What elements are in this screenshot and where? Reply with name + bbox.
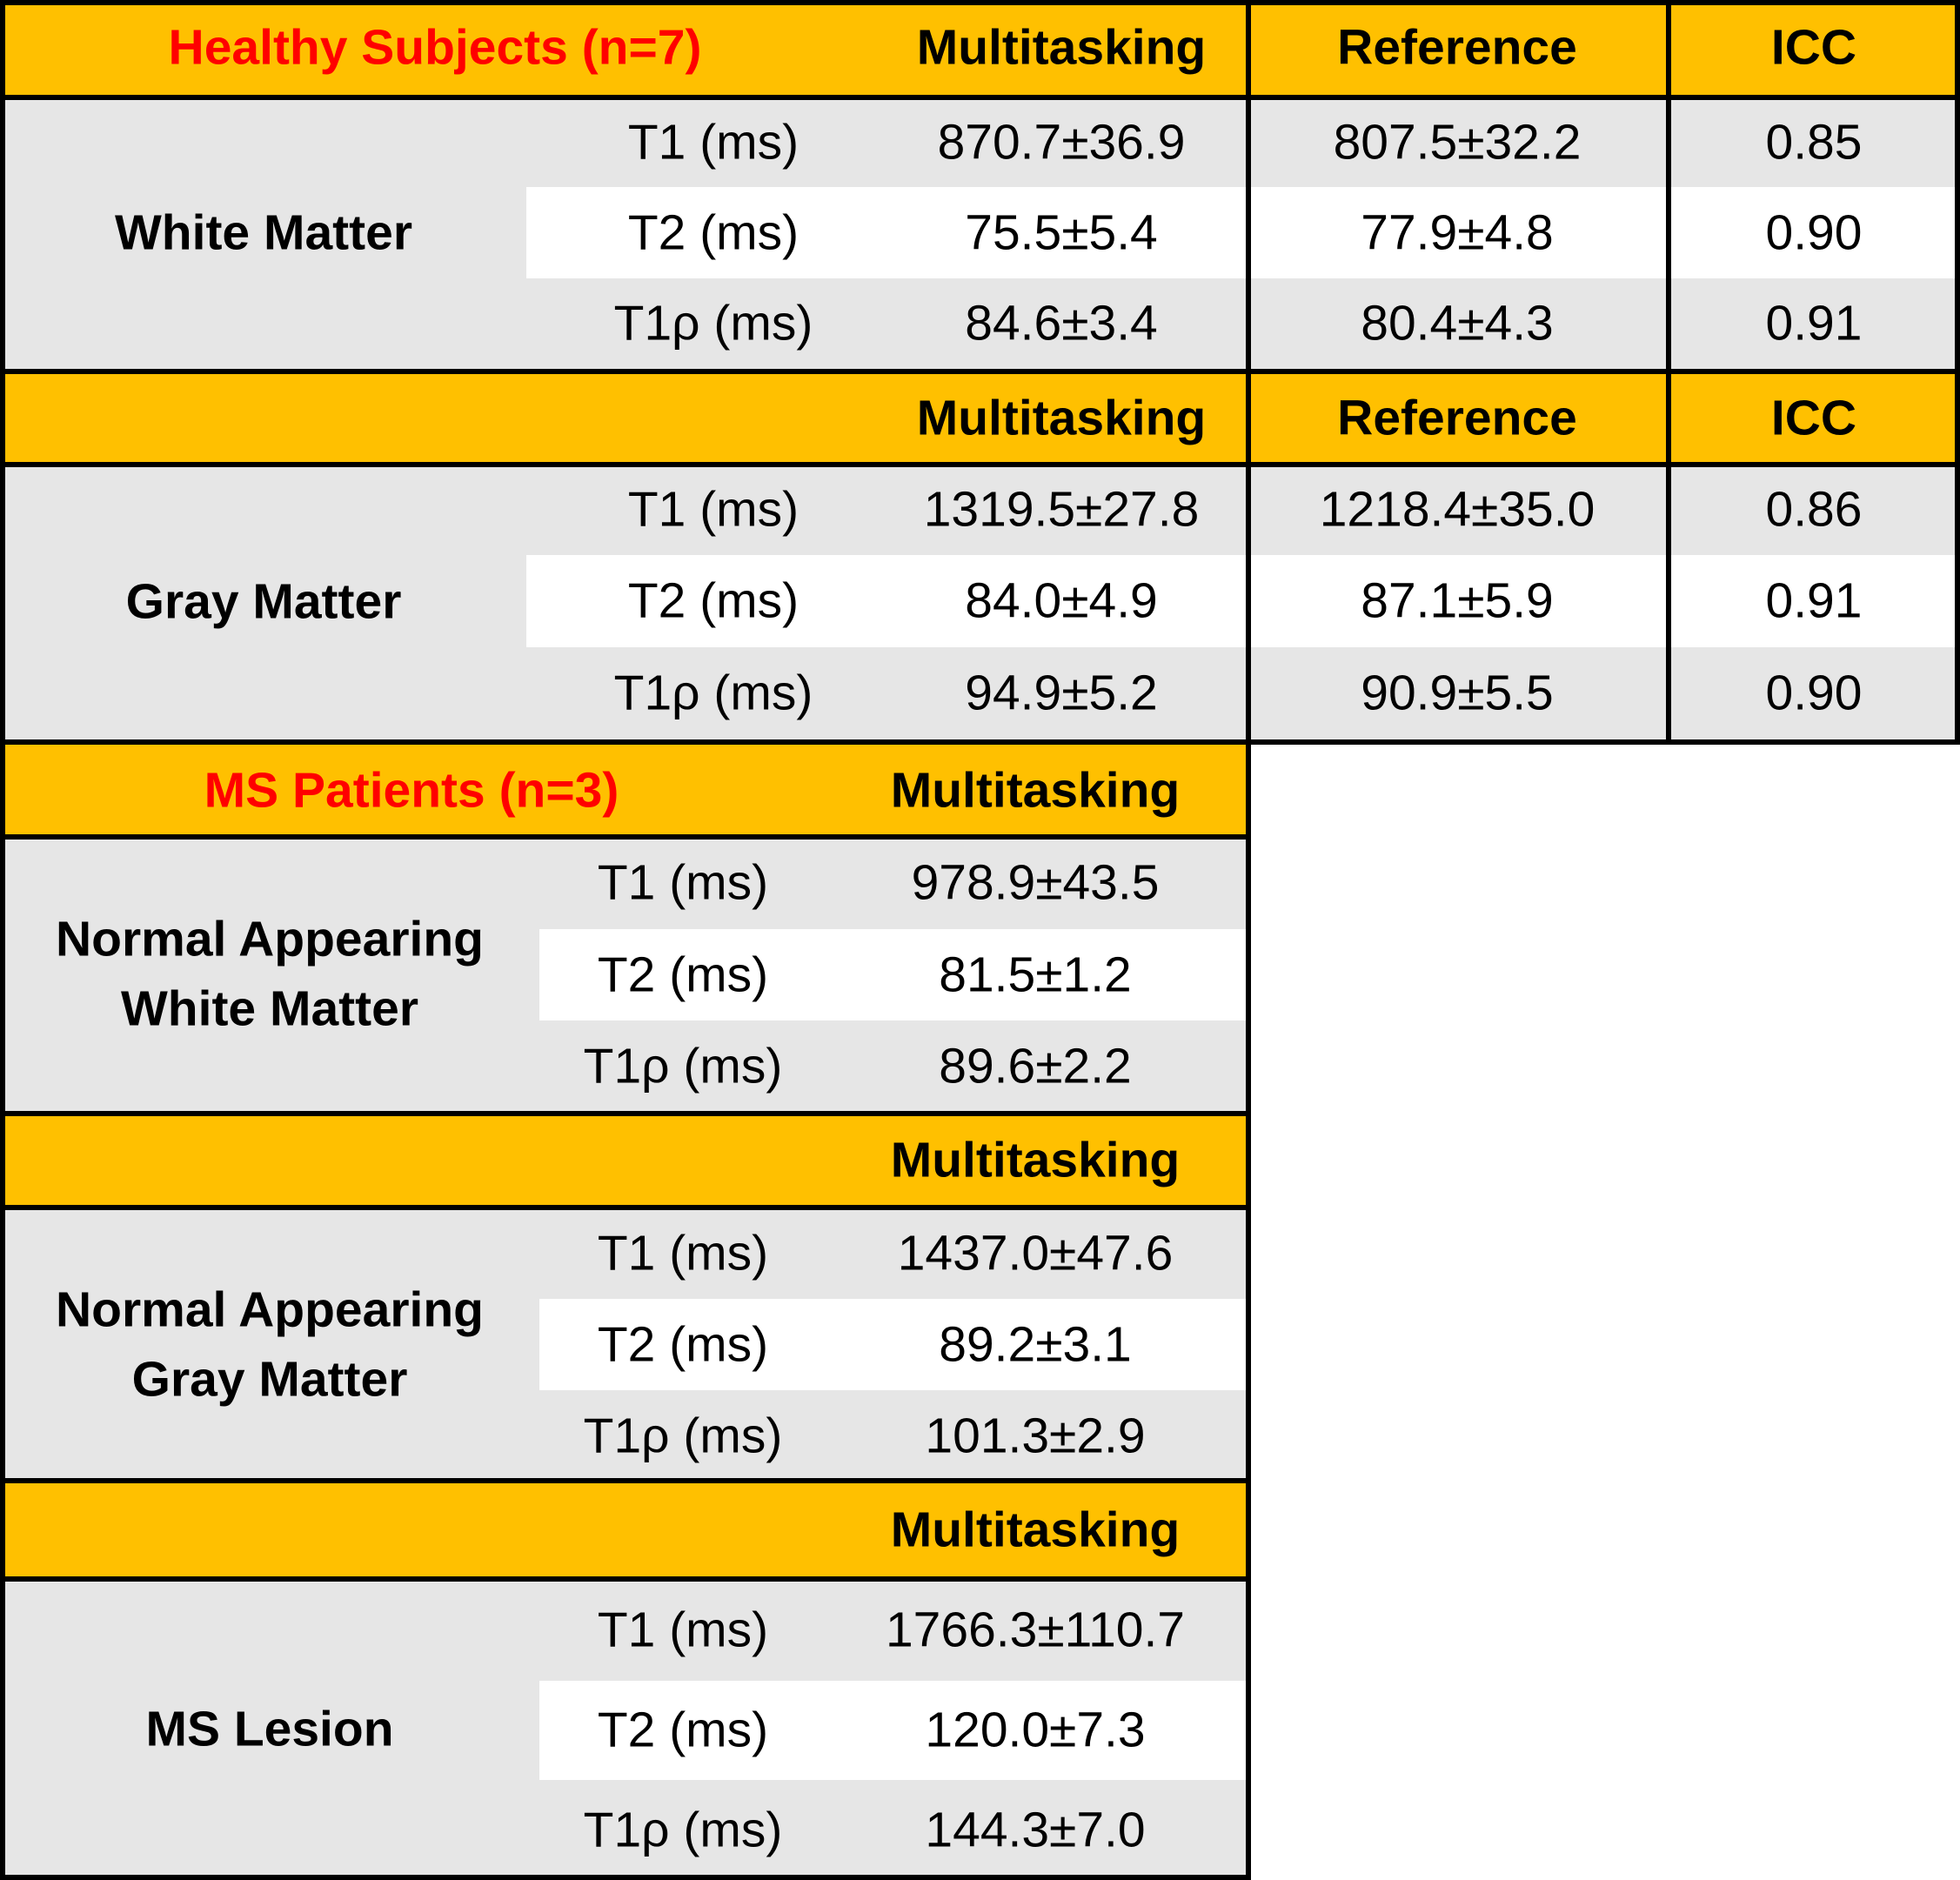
- table-cell: 0.91: [1765, 572, 1863, 629]
- param-label: T1 (ms): [597, 854, 769, 911]
- table-cell: 101.3±2.9: [925, 1408, 1146, 1463]
- column-header: Multitasking: [890, 762, 1181, 818]
- param-label: T1 (ms): [627, 114, 799, 170]
- table-rule: [0, 834, 1251, 840]
- param-label: T1 (ms): [627, 481, 799, 538]
- table-rule: [0, 1205, 1251, 1210]
- table-cell: 75.5±5.4: [965, 204, 1158, 260]
- table-cell: 77.9±4.8: [1361, 204, 1554, 260]
- param-label: T1ρ (ms): [583, 1408, 783, 1463]
- table-rule: [0, 1111, 1251, 1116]
- column-header: Multitasking: [890, 1132, 1181, 1188]
- column-header: Reference: [1337, 390, 1577, 445]
- table-cell: 89.2±3.1: [939, 1316, 1132, 1372]
- table-rule: [0, 1875, 1251, 1880]
- table-cell: 0.90: [1765, 665, 1863, 721]
- table-rule: [0, 1478, 1251, 1483]
- table-cell: 978.9±43.5: [911, 854, 1160, 911]
- tissue-label: White Matter: [115, 204, 412, 261]
- table-cell: 89.6±2.2: [939, 1038, 1132, 1094]
- table-rule: [0, 0, 5, 745]
- column-header: Reference: [1337, 19, 1577, 76]
- param-label: T1 (ms): [597, 1225, 769, 1281]
- param-label: T1ρ (ms): [583, 1038, 783, 1094]
- table-cell: 144.3±7.0: [925, 1802, 1146, 1857]
- param-label: T2 (ms): [597, 947, 769, 1002]
- table-cell: 1766.3±110.7: [885, 1602, 1186, 1657]
- table-cell: 807.5±32.2: [1333, 114, 1582, 170]
- param-label: T2 (ms): [627, 204, 799, 260]
- table-cell: 90.9±5.5: [1361, 665, 1554, 721]
- param-label: T1ρ (ms): [583, 1802, 783, 1857]
- column-header: ICC: [1770, 19, 1857, 76]
- table-cell: 0.90: [1765, 204, 1863, 260]
- table-cell: 120.0±7.3: [925, 1702, 1146, 1758]
- table-cell: 94.9±5.2: [965, 665, 1158, 721]
- table-rule: [1955, 0, 1960, 745]
- table-cell: 1437.0±47.6: [897, 1225, 1174, 1281]
- table-cell: 87.1±5.9: [1361, 572, 1554, 629]
- table-cell: 0.86: [1765, 481, 1863, 538]
- column-header: ICC: [1770, 390, 1857, 445]
- tissue-label: White Matter: [121, 980, 418, 1037]
- table-rule: [1246, 0, 1251, 745]
- table-rule: [1246, 742, 1251, 1880]
- tissue-label: Gray Matter: [131, 1351, 408, 1407]
- column-header: Multitasking: [916, 390, 1207, 445]
- table-cell: 1319.5±27.8: [923, 481, 1200, 538]
- table-cell: 1218.4±35.0: [1319, 481, 1595, 538]
- param-label: T1ρ (ms): [613, 665, 813, 721]
- table-cell: 84.6±3.4: [965, 295, 1158, 351]
- table-cell: 0.91: [1765, 295, 1863, 351]
- table-cell: 81.5±1.2: [939, 947, 1132, 1002]
- table-rule: [1666, 0, 1671, 745]
- tissue-label: MS Lesion: [145, 1701, 394, 1757]
- table-cell: 0.85: [1765, 114, 1863, 170]
- table-cell: 80.4±4.3: [1361, 295, 1554, 351]
- param-label: T1ρ (ms): [613, 295, 813, 351]
- table-cell: 84.0±4.9: [965, 572, 1158, 629]
- group-title: Healthy Subjects (n=7): [168, 19, 702, 76]
- table-rule: [0, 742, 5, 1880]
- column-header: Multitasking: [916, 19, 1207, 76]
- table-rule: [0, 1576, 1251, 1582]
- param-label: T1 (ms): [597, 1602, 769, 1657]
- param-label: T2 (ms): [627, 572, 799, 629]
- column-header: Multitasking: [890, 1502, 1181, 1557]
- table-cell: 870.7±36.9: [937, 114, 1186, 170]
- param-label: T2 (ms): [597, 1316, 769, 1372]
- param-label: T2 (ms): [597, 1702, 769, 1758]
- group-title: MS Patients (n=3): [204, 762, 619, 818]
- tissue-label: Normal Appearing: [56, 1281, 484, 1337]
- tissue-label: Gray Matter: [125, 573, 402, 630]
- tissue-label: Normal Appearing: [56, 911, 484, 967]
